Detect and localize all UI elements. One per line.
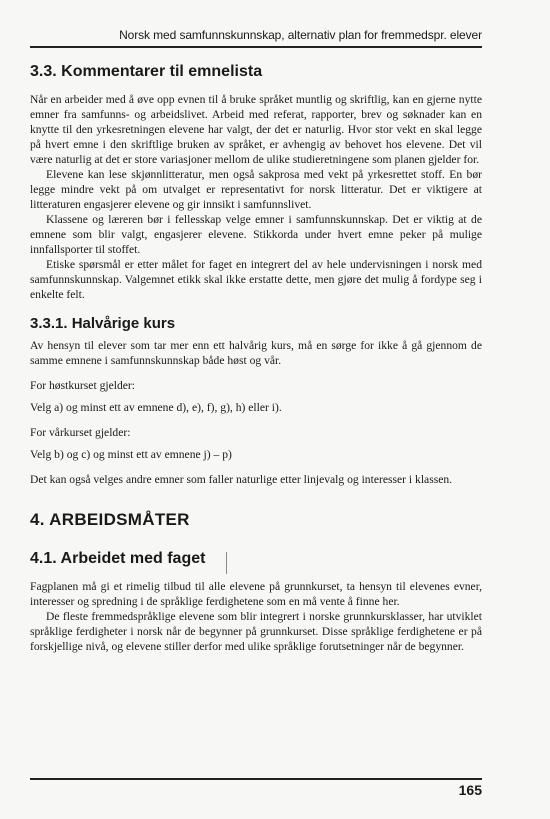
paragraph: Etiske spørsmål er etter målet for faget en integrert del av hele undervisningen i norsk med samfunnskunnskap. Valgemnet etikk skal ikke erstatte dette, men gjøre det mulig å fordype seg i enkelte felt. xyxy=(30,258,482,301)
spring-course-rule: Velg b) og c) og minst ett av emnene j) – p) xyxy=(30,448,232,461)
autumn-course-rule: Velg a) og minst ett av emnene d), e), f), g), h) eller i). xyxy=(30,401,282,414)
paragraph: De fleste fremmedspråklige elevene som blir integrert i norske grunnkursklasser, har utviklet språklige ferdigheter i norsk når de begynner på grunnkurset. Disse språklige ferdighetene er på forskjellige nivå, og elevene stiller derfor med ulike språklige forutsetninger når de begynner. xyxy=(30,610,482,653)
paragraph: Elevene kan lese skjønnlitteratur, men også sakprosa med vekt på yrkesrettet stoff. En bør legge mindre vekt på om utvalget er representativt for norsk litteratur. Det er viktigere at litteraturen engasjerer elevene og gir innsikt i samfunnslivet. xyxy=(30,168,482,211)
running-header: Norsk med samfunnskunnskap, alternativ plan for fremmedspr. elever xyxy=(119,28,482,42)
page-number: 165 xyxy=(458,782,482,798)
autumn-course-label: For høstkurset gjelder: xyxy=(30,379,135,392)
margin-mark xyxy=(226,552,227,574)
chapter-heading-4: 4. ARBEIDSMÅTER xyxy=(30,510,190,529)
section-heading-3-3: 3.3. Kommentarer til emnelista xyxy=(30,63,263,80)
paragraph: Når en arbeider med å øve opp evnen til å bruke språket muntlig og skriftlig, kan en gjerne nytte emner fra samfunns- og arbeidslivet. Arbeid med referat, rapporter, brev og søknader kan en knytte til den yrkesretningen elevene har valgt, der det er naturlig. Hvor stor vekt en skal legge på hvert emne i den skriftlige bruken av språket, er avhengig av behovet hos elevene. Det vil være naturlig at det er store variasjoner mellom de ulike studieretningene som planen gjelder for. xyxy=(30,93,482,166)
spring-course-label: For vårkurset gjelder: xyxy=(30,426,131,439)
paragraph: Klassene og læreren bør i fellesskap velge emner i samfunnskunnskap. Det er viktig at de emnene som blir valgt, engasjerer elevene. Stikkorda under hvert emne peker på mulige innfallsporter til stoffet. xyxy=(30,213,482,256)
paragraph: Av hensyn til elever som tar mer enn ett halvårig kurs, må en sørge for ikke å gå gjennom de samme emnene i samfunnskunnskap både høst og vår. xyxy=(30,339,482,367)
section-heading-3-3-1: 3.3.1. Halvårige kurs xyxy=(30,315,176,332)
page-body xyxy=(30,62,482,654)
section-heading-4-1: 4.1. Arbeidet med faget xyxy=(30,550,206,567)
paragraph: Fagplanen må gi et rimelig tilbud til alle elevene på grunnkurset, ta hensyn til elevenes evner, interesser og spredning i de språklige ferdighetene som en må vente å finne her. xyxy=(30,580,482,608)
header-rule xyxy=(30,46,482,48)
footer-rule xyxy=(30,778,482,780)
paragraph: Det kan også velges andre emner som faller naturlige etter linjevalg og interesser i klassen. xyxy=(30,473,453,486)
